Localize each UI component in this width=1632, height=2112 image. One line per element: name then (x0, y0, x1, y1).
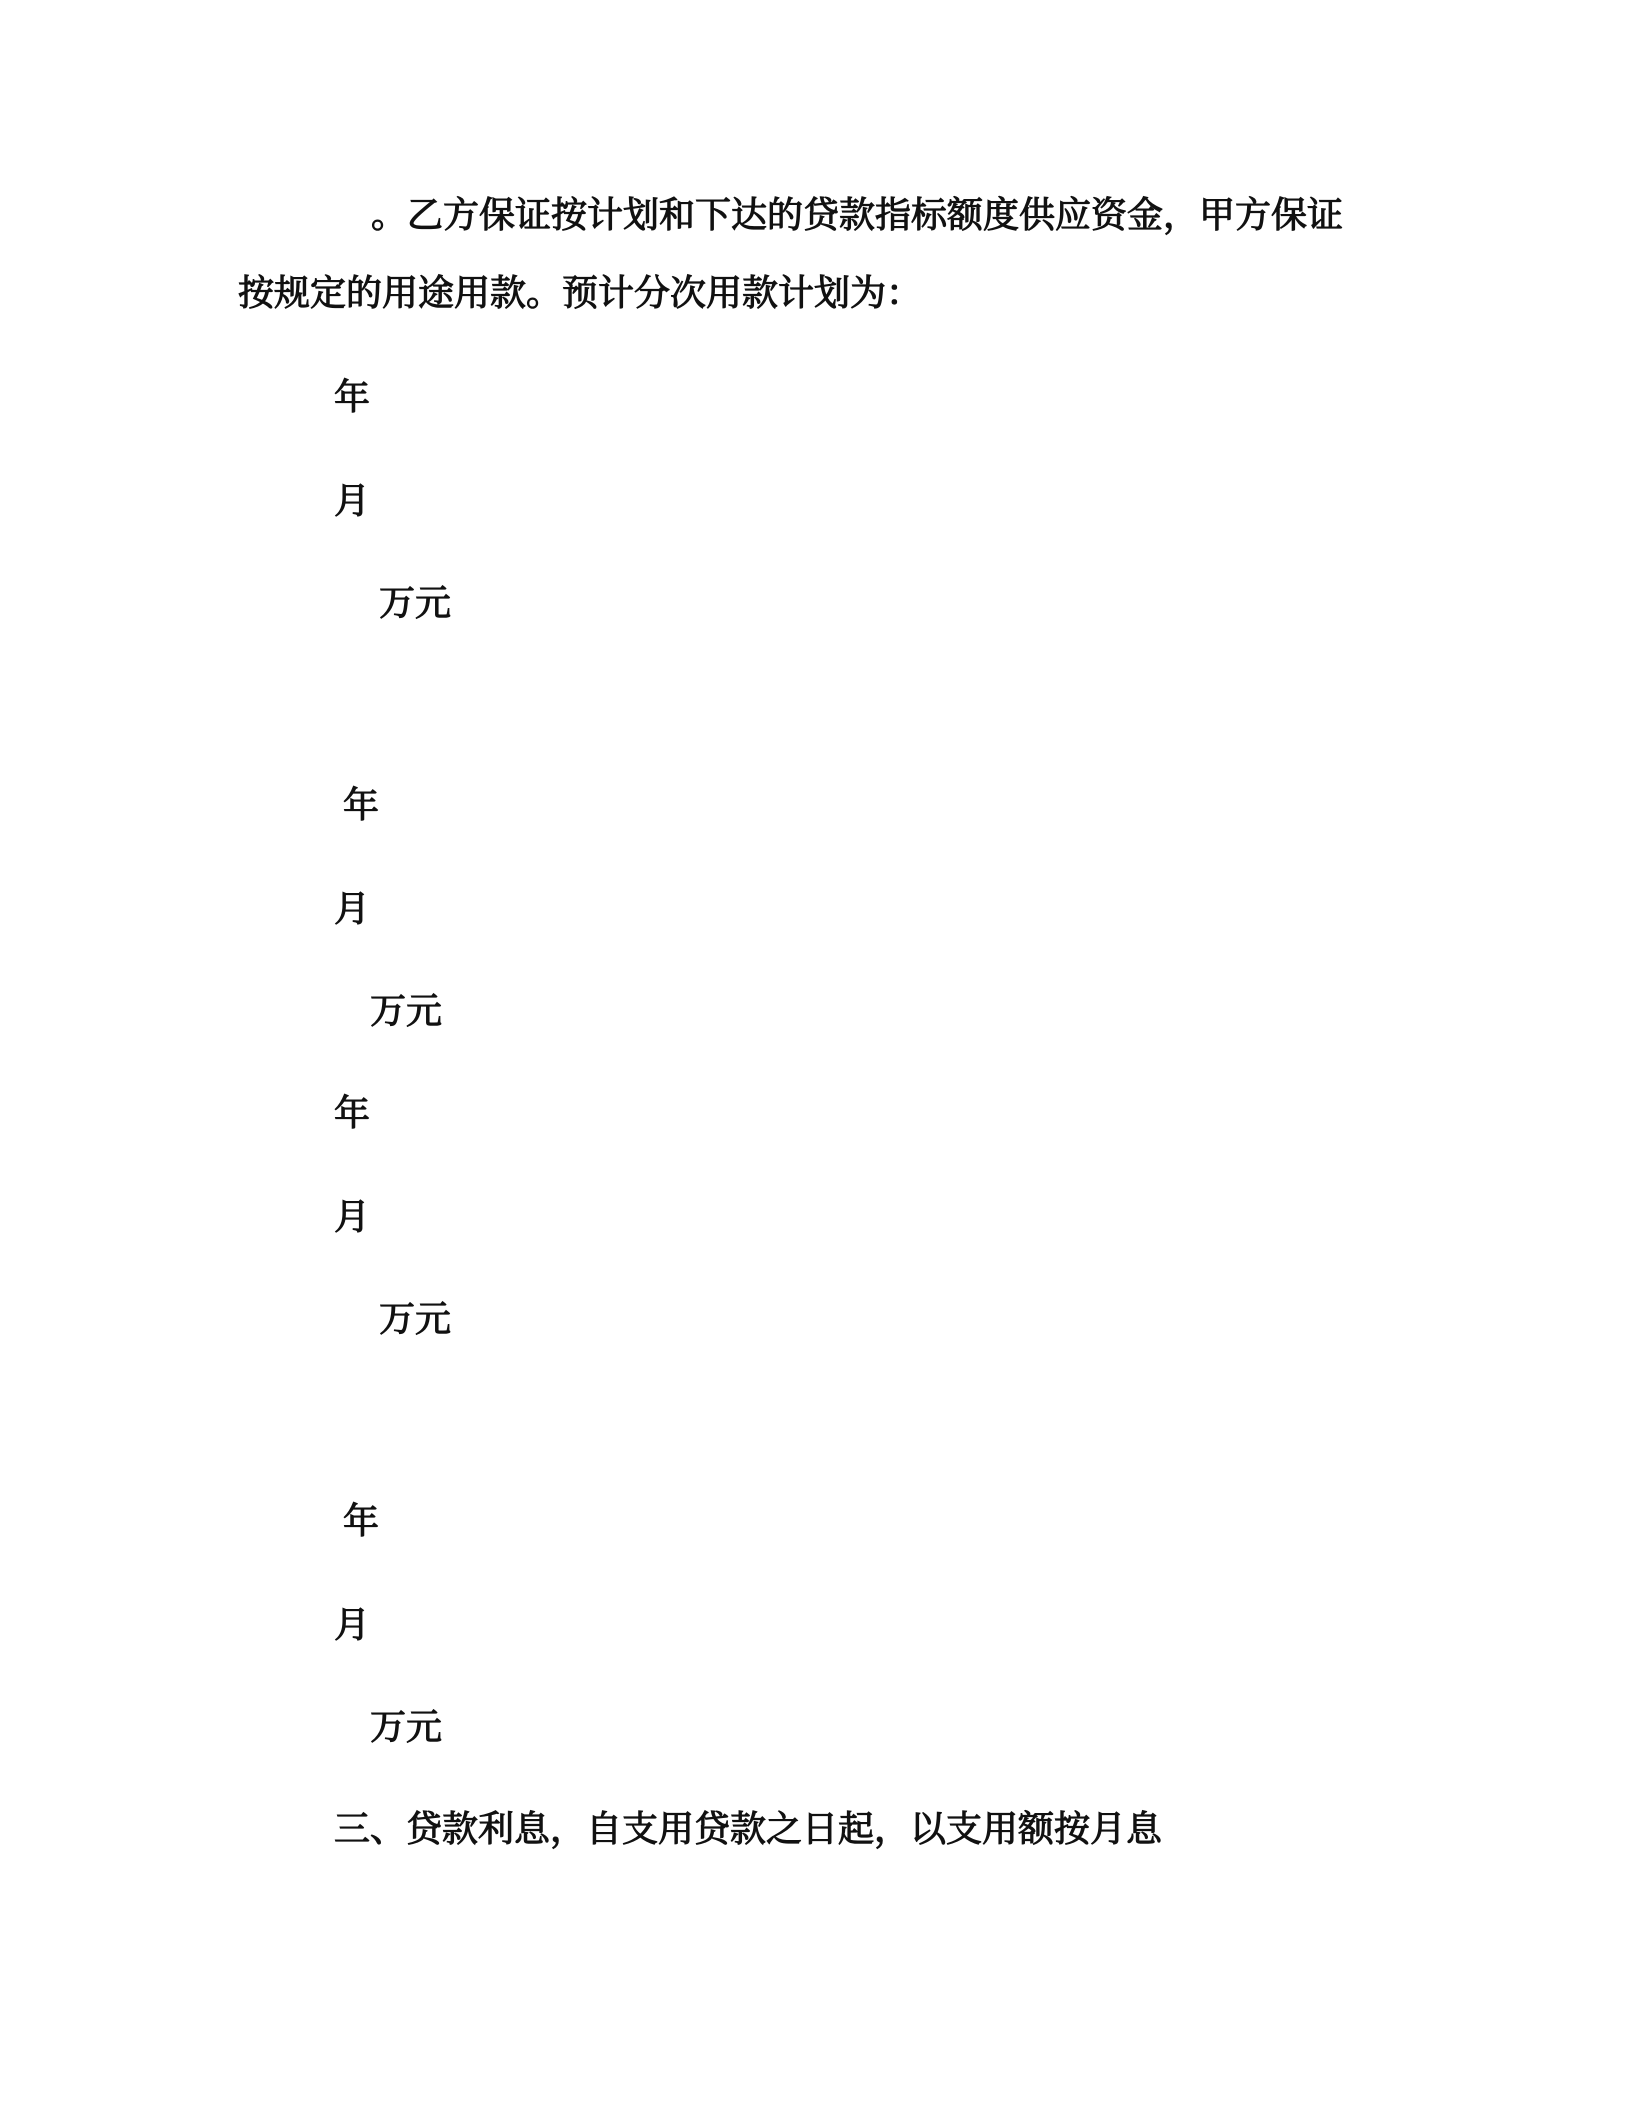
schedule-3-month: 月 (334, 1197, 371, 1238)
schedule-2-year: 年 (343, 785, 380, 826)
schedule-3-amount: 万元 (379, 1299, 452, 1340)
section-3-heading: 三、贷款利息，自支用贷款之日起，以支用额按月息 (334, 1809, 1163, 1850)
schedule-4-year: 年 (343, 1501, 380, 1542)
schedule-1-amount: 万元 (379, 583, 452, 624)
paragraph-line-1: 。乙方保证按计划和下达的贷款指标额度供应资金，甲方保证 (371, 195, 1344, 236)
schedule-3-year: 年 (334, 1093, 371, 1134)
schedule-1-month: 月 (334, 481, 371, 522)
schedule-2-month: 月 (334, 889, 371, 930)
schedule-2-amount: 万元 (370, 991, 443, 1032)
schedule-4-month: 月 (334, 1605, 371, 1646)
schedule-4-amount: 万元 (370, 1707, 443, 1748)
paragraph-line-2: 按规定的用途用款。预计分次用款计划为： (238, 273, 923, 314)
schedule-1-year: 年 (334, 377, 371, 418)
